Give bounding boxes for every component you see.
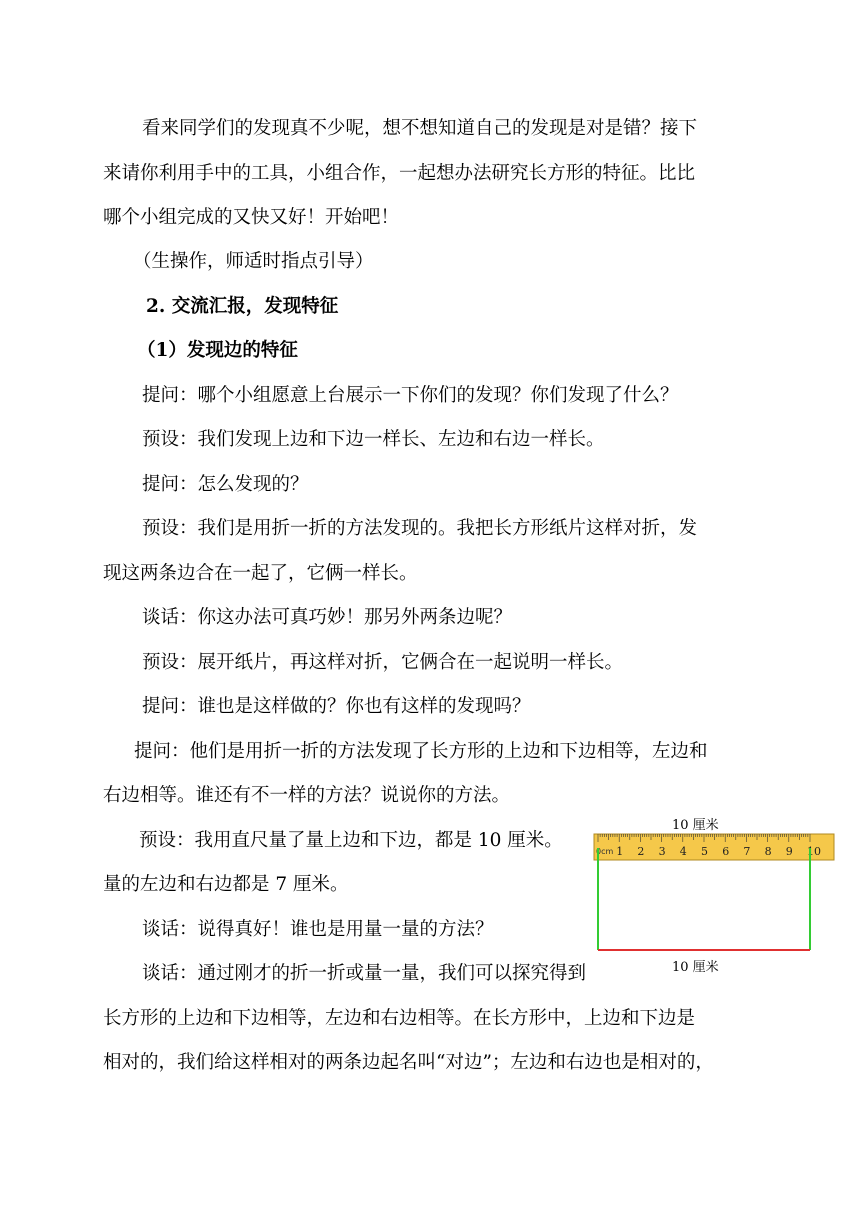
paragraph-line: 谈话：通过刚才的折一折或量一量，我们可以探究得到 — [142, 963, 587, 984]
ruler-number: 7 — [743, 845, 751, 858]
ruler-number: 9 — [785, 845, 793, 858]
ruler-number: 10 — [807, 845, 821, 858]
ruler-number: 2 — [637, 845, 645, 858]
ruler-unit-label: 0cm — [596, 847, 614, 856]
paragraph-line: 谈话：说得真好！谁也是用量一量的方法？ — [142, 919, 494, 940]
paragraph-line: 看来同学们的发现真不少呢，想不想知道自己的发现是对是错？接下 — [142, 118, 698, 139]
subsection-heading: （1）发现边的特征 — [137, 340, 298, 361]
paragraph-line: 量的左边和右边都是 7 厘米。 — [103, 874, 349, 895]
ruler-number: 3 — [658, 845, 666, 858]
paragraph-line: 右边相等。谁还有不一样的方法？说说你的方法。 — [103, 785, 511, 806]
paragraph-line: 预设：我们是用折一折的方法发现的。我把长方形纸片这样对折，发 — [142, 518, 698, 539]
top-side-length-label: 10 厘米 — [672, 818, 719, 833]
paragraph-line: 现这两条边合在一起了，它俩一样长。 — [103, 563, 418, 584]
paragraph-line: 预设：展开纸片，再这样对折，它俩合在一起说明一样长。 — [142, 652, 624, 673]
paragraph-line: 提问：他们是用折一折的方法发现了长方形的上边和下边相等，左边和 — [134, 741, 708, 762]
paragraph-line: 哪个小组完成的又快又好！开始吧！ — [103, 207, 400, 228]
section-heading: 2. 交流汇报，发现特征 — [146, 296, 339, 317]
ruler-number: 8 — [764, 845, 772, 858]
paragraph-line: 预设：我们发现上边和下边一样长、左边和右边一样长。 — [142, 429, 605, 450]
paragraph-line: 预设：我用直尺量了量上边和下边，都是 10 厘米。 — [139, 830, 563, 851]
ruler-number: 4 — [679, 845, 687, 858]
paragraph-line: 提问：谁也是这样做的？你也有这样的发现吗？ — [142, 696, 531, 717]
ruler-number: 5 — [701, 845, 708, 858]
paragraph-line: 长方形的上边和下边相等，左边和右边相等。在长方形中，上边和下边是 — [103, 1008, 696, 1029]
ruler-number: 6 — [722, 845, 730, 858]
paragraph-line: 提问：怎么发现的？ — [142, 474, 309, 495]
rectangle-ruler-figure — [592, 814, 842, 974]
paragraph-line: 提问：哪个小组愿意上台展示一下你们的发现？你们发现了什么？ — [142, 385, 679, 406]
paragraph-line: 来请你利用手中的工具，小组合作，一起想办法研究长方形的特征。比比 — [103, 163, 696, 184]
paragraph-line: （生操作，师适时指点引导） — [133, 251, 374, 272]
paragraph-line: 谈话：你这办法可真巧妙！那另外两条边呢？ — [142, 607, 513, 628]
paragraph-line: 相对的，我们给这样相对的两条边起名叫“对边”；左边和右边也是相对的， — [103, 1052, 714, 1073]
bottom-side-length-label: 10 厘米 — [672, 960, 719, 975]
ruler-number: 1 — [616, 845, 624, 858]
ruler-rectangle-svg — [592, 814, 842, 974]
